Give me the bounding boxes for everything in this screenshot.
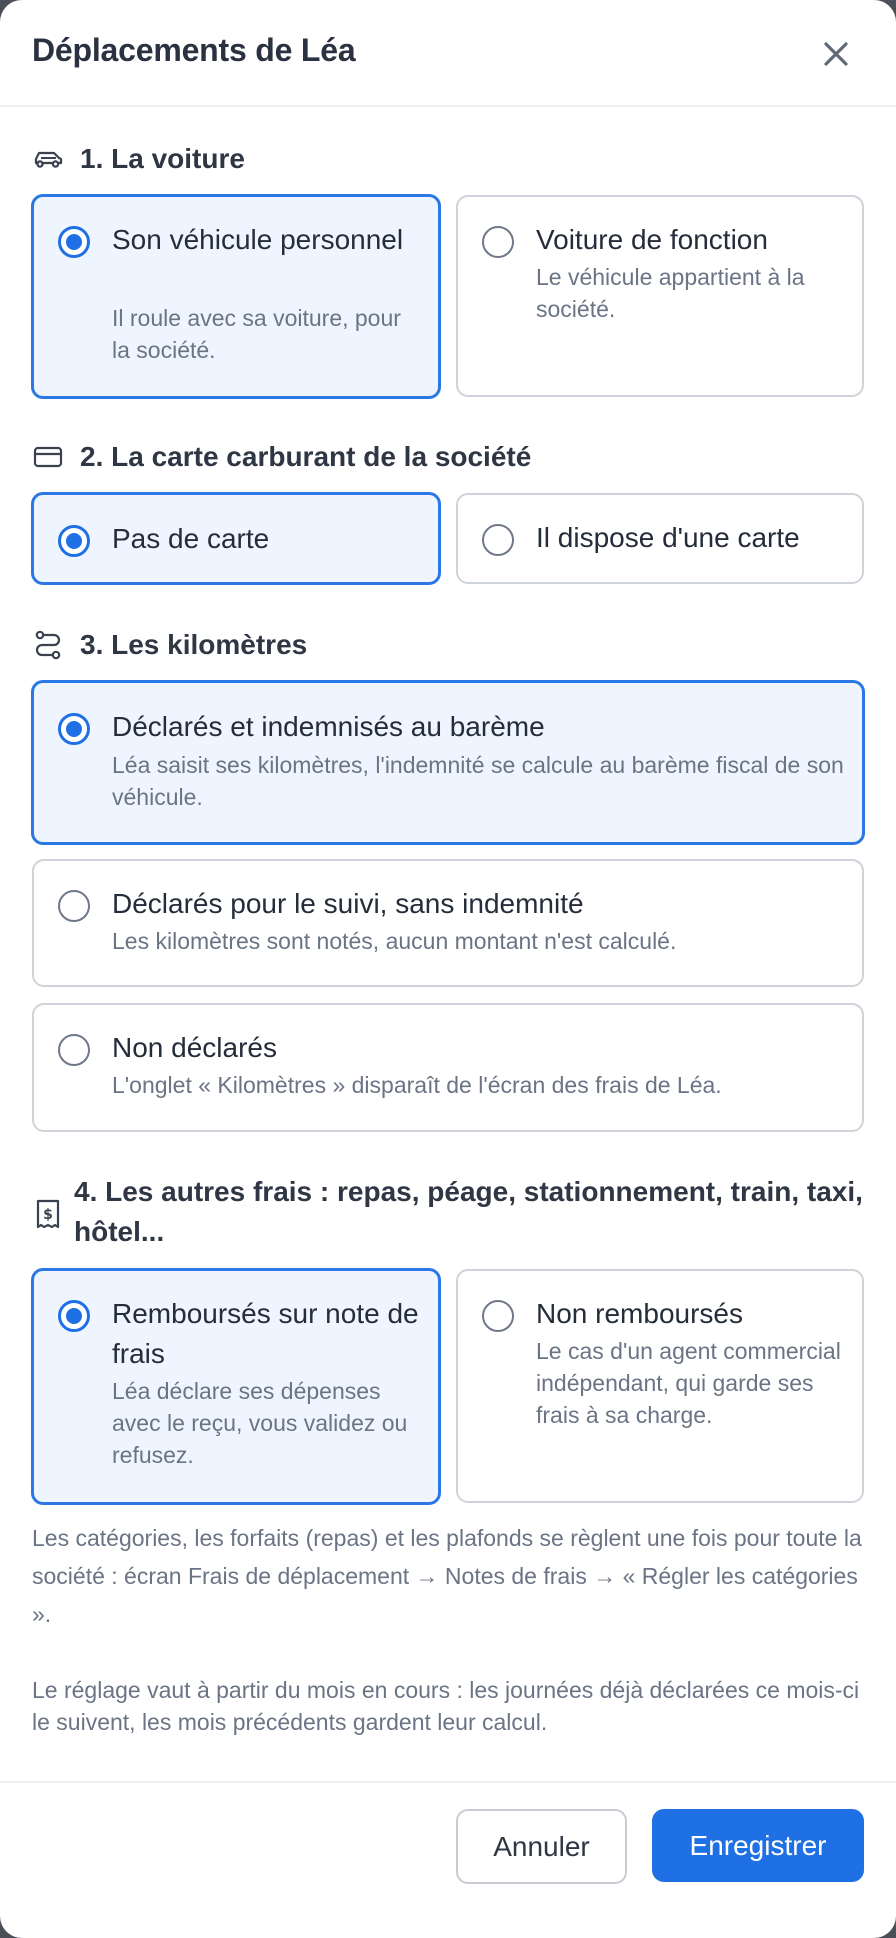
radio-company-car[interactable] — [482, 226, 514, 258]
cancel-button[interactable]: Annuler — [456, 1809, 627, 1884]
radio-not-declared[interactable] — [58, 1034, 90, 1066]
option-not-reimbursed[interactable] — [456, 1269, 864, 1503]
effective-date-note: Le réglage vaut à partir du mois en cours : les journées déjà déclarées ce mois-ci le suivent, les mois précédents gardent leur calcul. — [32, 1677, 860, 1735]
route-icon — [32, 629, 64, 661]
section-fuel-card-title: 2. La carte carburant de la société — [32, 441, 531, 477]
radio-no-card[interactable] — [58, 525, 90, 557]
radio-declared-tracking[interactable] — [58, 890, 90, 922]
option-label: Non remboursés — [536, 1298, 743, 1329]
option-company-car[interactable] — [456, 195, 864, 397]
option-label: Non déclarés — [112, 1032, 277, 1063]
option-label: Pas de carte — [112, 523, 270, 554]
section-kilometers-title: 3. Les kilomètres — [32, 629, 307, 665]
option-label: Il dispose d'une carte — [536, 522, 800, 553]
close-button[interactable] — [816, 34, 856, 74]
dialog-footer — [0, 1781, 896, 1938]
radio-reimbursed[interactable] — [58, 1300, 90, 1332]
option-not-declared[interactable] — [32, 1003, 864, 1132]
option-description: Il roule avec sa voiture, pour la société. — [112, 305, 401, 363]
section-car-title: 1. La voiture — [32, 143, 245, 179]
option-label: Déclarés et indemnisés au barème — [112, 711, 545, 742]
option-description: Le cas d'un agent commercial indépendant, qui garde ses frais à sa charge. — [536, 1338, 841, 1428]
option-declared-indemnified[interactable] — [31, 680, 865, 845]
option-description: Le véhicule appartient à la société. — [536, 264, 805, 322]
car-icon — [32, 143, 64, 175]
section-other-expenses-title: $ 4. Les autres frais : repas, péage, stationnement, train, taxi, hôtel... — [32, 1176, 864, 1252]
option-label: Voiture de fonction — [536, 224, 768, 255]
svg-text:$: $ — [43, 1207, 53, 1223]
close-icon — [816, 34, 856, 74]
categories-note: Les catégories, les forfaits (repas) et les plafonds se règlent une fois pour toute la société : écran Frais de déplacement → Notes de frais → « Régler les catégories ». — [32, 1525, 862, 1627]
option-description: L'onglet « Kilomètres » disparaît de l'écran des frais de Léa. — [112, 1072, 722, 1098]
radio-declared-indemnified[interactable] — [58, 713, 90, 745]
option-has-card[interactable] — [456, 493, 864, 584]
option-label: Son véhicule personnel — [112, 224, 404, 255]
option-label: Déclarés pour le suivi, sans indemnité — [112, 888, 584, 919]
option-reimbursed[interactable] — [31, 1268, 441, 1505]
option-description: Léa déclare ses dépenses avec le reçu, vous validez ou refusez. — [112, 1378, 408, 1468]
option-description: Léa saisit ses kilomètres, l'indemnité se calcule au barème fiscal de son véhicule. — [112, 752, 844, 810]
dialog-header — [0, 0, 896, 107]
radio-not-reimbursed[interactable] — [482, 1300, 514, 1332]
dialog-title: Déplacements de Léa — [32, 32, 356, 68]
radio-has-card[interactable] — [482, 524, 514, 556]
option-label: Remboursés sur note de frais — [112, 1298, 419, 1369]
option-description: Les kilomètres sont notés, aucun montant n'est calculé. — [112, 928, 677, 954]
credit-card-icon — [32, 441, 64, 473]
radio-personal-vehicle[interactable] — [58, 226, 90, 258]
save-button[interactable]: Enregistrer — [652, 1809, 864, 1882]
option-no-card[interactable] — [31, 492, 441, 585]
option-personal-vehicle[interactable] — [31, 194, 441, 399]
option-declared-tracking[interactable] — [32, 859, 864, 987]
receipt-icon — [32, 1198, 60, 1230]
